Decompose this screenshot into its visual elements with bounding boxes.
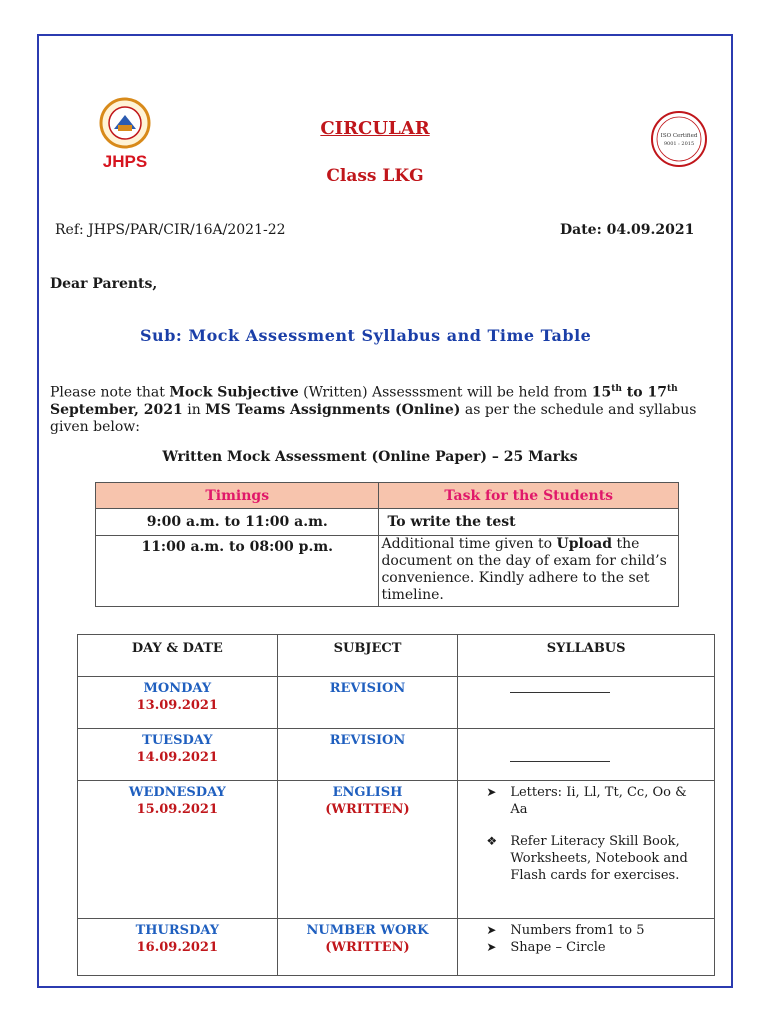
blank-line — [510, 691, 610, 693]
list-item: ➤ Numbers from1 to 5 — [486, 923, 645, 938]
timing-cell: 11:00 a.m. to 08:00 p.m. — [96, 536, 379, 607]
blank-line — [510, 760, 610, 762]
svg-text:9001 : 2015: 9001 : 2015 — [663, 141, 695, 147]
list-item: ❖ Refer Literacy Skill Book, Worksheets, Notebook and Flash cards for exercises. — [486, 834, 688, 883]
day-date-cell: MONDAY 13.09.2021 — [78, 677, 278, 729]
diamond-bullet-icon: ❖ — [486, 834, 498, 848]
subject-cell: NUMBER WORK (WRITTEN) — [277, 919, 458, 976]
table-row — [78, 781, 715, 919]
subject-header: SUBJECT — [277, 635, 458, 677]
timing-cell: 9:00 a.m. to 11:00 a.m. — [96, 509, 379, 536]
reference-number: Ref: JHPS/PAR/CIR/16A/2021-22 — [55, 222, 286, 238]
arrow-bullet-icon: ➤ — [486, 923, 497, 937]
task-cell: Additional time given to Upload the document on the day of exam for child’s convenience. Kindly adhere to the set timeline. — [379, 536, 679, 607]
timing-header-row — [96, 483, 679, 509]
syllabus-cell — [458, 919, 715, 976]
timing-row — [96, 509, 679, 536]
salutation: Dear Parents, — [50, 276, 158, 292]
subject-line: Sub: Mock Assessment Syllabus and Time Table — [140, 326, 592, 345]
list-item: ➤ Shape – Circle — [486, 940, 606, 955]
class-label: Class LKG — [326, 166, 424, 186]
table-row — [78, 919, 715, 976]
list-item: ➤ Letters: Ii, Ll, Tt, Cc, Oo & Aa — [486, 785, 687, 817]
day-date-cell: TUESDAY 14.09.2021 — [78, 729, 278, 781]
intro-paragraph: Please note that Mock Subjective (Written) Assesssment will be held from 15th to 17th September, 2021 in MS Teams Assignments (Online) as per the schedule and syllabus given below: — [50, 384, 697, 435]
day-date-cell: THURSDAY 16.09.2021 — [78, 919, 278, 976]
syllabus-cell — [458, 677, 715, 729]
subject-cell: REVISION — [277, 677, 458, 729]
arrow-bullet-icon: ➤ — [486, 940, 497, 954]
subject-cell: REVISION — [277, 729, 458, 781]
table-row — [78, 677, 715, 729]
day-date-cell: WEDNESDAY 15.09.2021 — [78, 781, 278, 919]
task-cell: To write the test — [379, 509, 679, 536]
syllabus-cell — [458, 781, 715, 919]
schedule-table — [77, 634, 715, 976]
circular-title: CIRCULAR — [320, 118, 430, 139]
subject-cell: ENGLISH (WRITTEN) — [277, 781, 458, 919]
syllabus-cell — [458, 729, 715, 781]
svg-text:JHPS: JHPS — [102, 152, 148, 171]
arrow-bullet-icon: ➤ — [486, 785, 497, 799]
day-date-header: DAY & DATE — [78, 635, 278, 677]
circular-date: Date: 04.09.2021 — [560, 222, 695, 238]
timings-header: Timings — [96, 483, 379, 509]
timing-row — [96, 536, 679, 607]
schedule-header-row — [78, 635, 715, 677]
syllabus-header: SYLLABUS — [458, 635, 715, 677]
timing-table-title: Written Mock Assessment (Online Paper) – 25 Marks — [162, 449, 578, 465]
table-row — [78, 729, 715, 781]
svg-text:ISO Certified: ISO Certified — [660, 133, 698, 139]
task-header: Task for the Students — [379, 483, 679, 509]
timing-table — [95, 482, 679, 607]
